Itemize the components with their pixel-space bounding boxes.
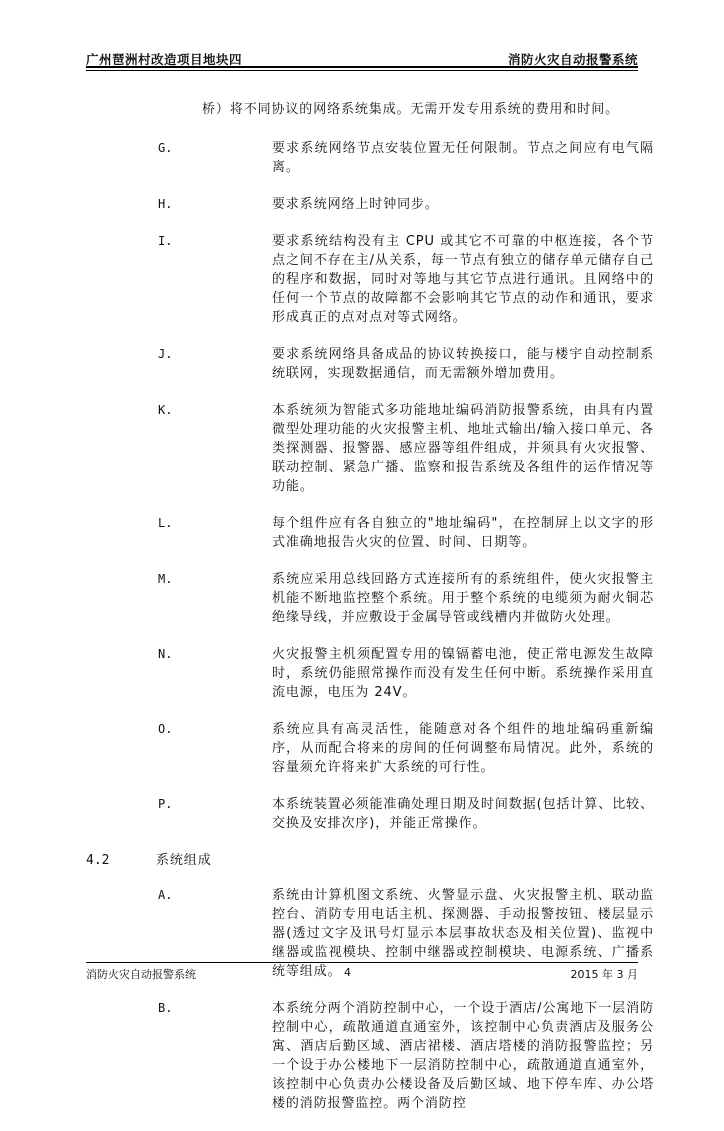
item-text: 本系统装置必须能准确处理日期及时间数据(包括计算、比较、交换及安排次序)，并能正常操作。 — [272, 797, 654, 831]
list-item-b — [86, 999, 654, 1113]
footer-document-title: 消防火灾自动报警系统 — [86, 968, 196, 981]
section-heading — [86, 851, 654, 870]
item-label: N. — [158, 647, 173, 661]
item-label: O. — [158, 722, 173, 736]
list-item-k — [86, 401, 654, 496]
header-project-title: 广州琶洲村改造项目地块四 — [86, 52, 243, 67]
item-label: P. — [158, 797, 173, 811]
list-item-m — [86, 570, 654, 627]
continuation-paragraph: 桥）将不同协议的网络系统集成。无需开发专用系统的费用和时间。 — [202, 102, 620, 117]
item-text: 火灾报警主机须配置专用的镍镉蓄电池，使正常电源发生故障时，系统仍能照常操作而没有发生任何中断。系统操作采用直流电源，电压为 24V。 — [272, 647, 654, 700]
list-item-o — [86, 720, 654, 777]
footer-date: 2015 年 3 月 — [570, 968, 638, 981]
item-label: H. — [158, 197, 173, 211]
item-text: 要求系统网络节点安装位置无任何限制。节点之间应有电气隔离。 — [272, 141, 654, 175]
item-text: 系统由计算机图文系统、火警显示盘、火灾报警主机、联动监控台、消防专用电话主机、探测器、手动报警按钮、楼层显示器(透过文字及讯号灯显示本层事故状态及相关位置)、监视中继器或监视模块、控制中继器或控制模块、电源系统、广播系统等组成。 — [272, 888, 654, 979]
item-text: 本系统分两个消防控制中心，一个设于酒店/公寓地下一层消防控制中心，疏散通道直通室外，该控制中心负责酒店及服务公寓、酒店后勤区域、酒店裙楼、酒店塔楼的消防报警监控；另一个设于办公楼地下一层消防控制中心，疏散通道直通室外，该控制中心负责办公楼设备及后勤区域、地下停车库、办公塔楼的消防报警监控。两个消防控 — [272, 1001, 654, 1111]
list-item-p — [86, 795, 654, 833]
item-label: G. — [158, 141, 173, 155]
item-text: 要求系统网络具备成品的协议转换接口，能与楼宇自动控制系统联网，实现数据通信，而无需额外增加费用。 — [272, 347, 654, 381]
header-rule-thin — [86, 70, 638, 71]
list-item-l — [86, 514, 654, 552]
section-title: 系统组成 — [156, 853, 212, 868]
item-text: 要求系统网络上时钟同步。 — [272, 197, 439, 212]
item-text: 每个组件应有各自独立的"地址编码"，在控制屏上以文字的形式准确地报告火灾的位置、时间、日期等。 — [272, 516, 654, 550]
page-footer — [86, 966, 638, 984]
item-text: 系统应具有高灵活性，能随意对各个组件的地址编码重新编序，从而配合将来的房间的任何调整布局情况。此外，系统的容量须允许将来扩大系统的可行性。 — [272, 722, 654, 775]
page-header — [86, 44, 638, 68]
item-label: I. — [158, 234, 173, 248]
section-number: 4.2 — [86, 853, 110, 868]
item-label: B. — [158, 1001, 173, 1015]
list-item-n — [86, 645, 654, 702]
item-label: K. — [158, 403, 173, 417]
item-label: M. — [158, 572, 173, 586]
header-section-title: 消防火灾自动报警系统 — [507, 52, 638, 67]
item-label: J. — [158, 347, 173, 361]
header-rule-thick — [86, 66, 638, 68]
footer-rule — [86, 962, 638, 963]
item-text: 系统应采用总线回路方式连接所有的系统组件，使火灾报警主机能不断地监控整个系统。用于整个系统的电缆须为耐火铜芯绝缘导线，并应敷设于金属导管或线槽内并做防火处理。 — [272, 572, 654, 625]
list-item-i — [86, 232, 654, 327]
list-item-g — [86, 139, 654, 177]
item-label: A. — [158, 888, 173, 902]
item-text: 要求系统结构没有主 CPU 或其它不可靠的中枢连接，各个节点之间不存在主/从关系，每一节点有独立的储存单元储存自己的程序和数据，同时对等地与其它节点进行通讯。且网络中的任何一个节点的故障都不会影响其它节点的动作和通讯，要求形成真正的点对点对等式网络。 — [272, 234, 654, 325]
list-item-j — [86, 345, 654, 383]
item-text: 本系统须为智能式多功能地址编码消防报警系统，由具有内置微型处理功能的火灾报警主机、地址式输出/输入接口单元、各类探测器、报警器、感应器等组件组成，并须具有火灾报警、联动控制、紧急广播、监察和报告系统及各组件的运作情况等功能。 — [272, 403, 654, 494]
page-number: 4 — [344, 966, 351, 979]
list-item-h — [86, 195, 654, 214]
item-label: L. — [158, 516, 173, 530]
